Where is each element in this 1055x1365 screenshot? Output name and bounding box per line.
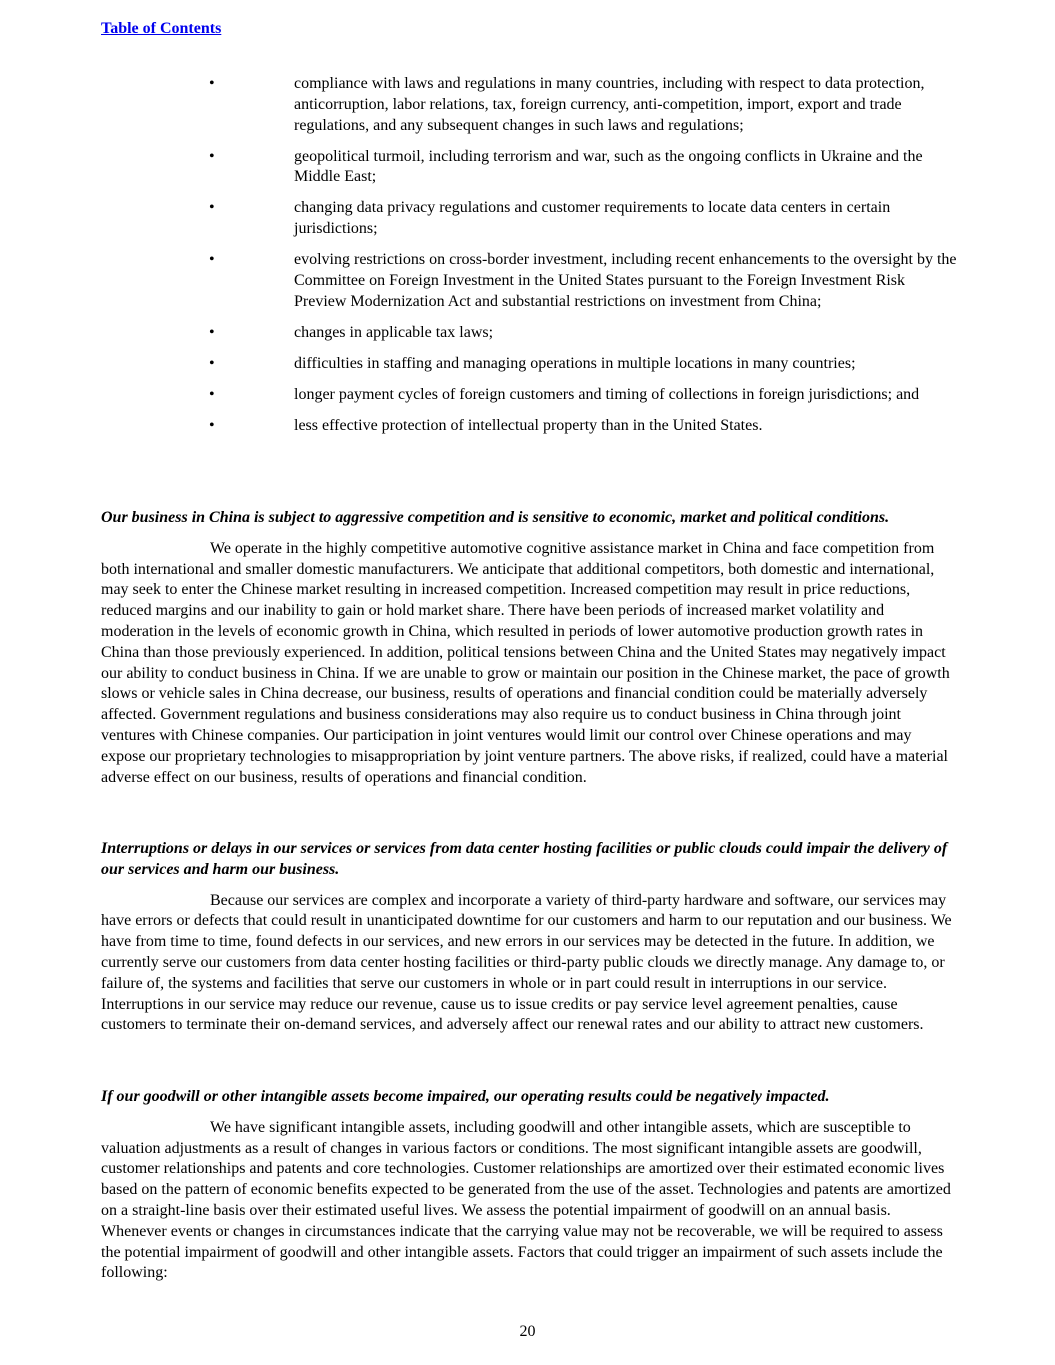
- bullet-text: difficulties in staffing and managing operations in multiple locations in many countries;: [294, 354, 856, 372]
- section-body: We operate in the highly competitive automotive cognitive assistance market in China and face competition from both international and smaller domestic manufacturers. We anticipate that additional competitors, both domestic and international, may seek to enter the Chinese market resulting in increased competition. Increased competition may result in price reductions, reduced margins and our inability to gain or hold market share. There have been periods of increased market volatility and moderation in the levels of economic growth in China, which resulted in periods of lower automotive production growth rates in China than those previously experienced. In addition, political tensions between China and the United States may negatively impact our ability to conduct business in China. If we are unable to grow or maintain our position in the Chinese market, the pace of growth slows or vehicle sales in China decrease, our business, results of operations and financial condition could be materially adversely affected. Government regulations and business considerations may also require us to conduct business in China through joint ventures with Chinese companies. Our participation in joint ventures would limit our control over Chinese operations and may expose our proprietary technologies to misappropriation by joint venture partners. The above risks, if realized, could have a material adverse effect on our business, results of operations and financial condition.: [101, 539, 950, 786]
- section-body: We have significant intangible assets, including goodwill and other intangible assets, which are susceptible to valuation adjustments as a result of changes in various factors or conditions. The most significant intangible assets are goodwill, customer relationships and patents and core technologies. Customer relationships are amortized over their estimated economic lives based on the pattern of economic benefits expected to be generated from the use of the asset. Technologies and patents are amortized on a straight-line basis over their estimated useful lives. We assess the potential impairment of goodwill on an annual basis. Whenever events or changes in circumstances indicate that the carrying value may not be recoverable, we will be required to assess the potential impairment of goodwill and other intangible assets. Factors that could trigger an impairment of such assets include the following:: [101, 1118, 951, 1282]
- bullet-text: less effective protection of intellectual property than in the United States.: [294, 416, 763, 434]
- bullet-item: [0, 147, 1055, 189]
- table-of-contents-link[interactable]: Table of Contents: [101, 20, 222, 37]
- bullet-marker: •: [209, 199, 215, 217]
- bullet-marker: •: [209, 75, 215, 92]
- section-heading: If our goodwill or other intangible assets become impaired, our operating results could be negatively impacted.: [101, 1088, 830, 1105]
- section-goodwill-impairment: [101, 1087, 959, 1284]
- bullet-text: geopolitical turmoil, including terrorism and war, such as the ongoing conflicts in Ukraine and the Middle East;: [294, 147, 923, 186]
- bullet-marker: •: [209, 147, 215, 165]
- bullet-text: compliance with laws and regulations in many countries, including with respect to data protection, anticorruption, labor relations, tax, foreign currency, anti-competition, import, export and trade regulations, and any subsequent changes in such laws and regulations;: [294, 75, 925, 134]
- bullet-item: [0, 74, 1055, 136]
- bullet-item: [0, 250, 1055, 312]
- bullet-item: [0, 354, 1055, 375]
- bullet-item: [0, 198, 1055, 240]
- section-china-competition: [101, 508, 959, 788]
- bullet-item: [0, 416, 1055, 437]
- bullet-marker: •: [209, 323, 215, 341]
- bullet-text: changes in applicable tax laws;: [294, 323, 494, 341]
- bullet-item: [0, 323, 1055, 344]
- section-heading: Our business in China is subject to aggressive competition and is sensitive to economic, market and political conditions.: [101, 509, 890, 526]
- bullet-item: [0, 385, 1055, 406]
- page-number: 20: [519, 1323, 536, 1340]
- risk-factor-bullet-list: [0, 74, 1055, 447]
- section-heading: Interruptions or delays in our services or services from data center hosting facilities or public clouds could impair the delivery of our services and harm our business.: [101, 840, 948, 878]
- bullet-marker: •: [209, 416, 215, 434]
- section-body: Because our services are complex and incorporate a variety of third-party hardware and software, our services may have errors or defects that could result in unanticipated downtime for our customers and harm to our reputation and our business. We have from time to time, found defects in our services, and new errors in our services may be detected in the future. In addition, we currently serve our customers from data center hosting facilities or third-party public clouds we directly manage. Any damage to, or failure of, the systems and facilities that serve our customers in whole or in part could result in interruptions in our service. Interruptions in our service may reduce our revenue, cause us to issue credits or pay service level agreement penalties, cause customers to terminate their on-demand services, and adversely affect our renewal rates and our ability to attract new customers.: [101, 891, 952, 1034]
- bullet-marker: •: [209, 251, 215, 269]
- bullet-text: longer payment cycles of foreign customers and timing of collections in foreign jurisdictions; and: [294, 385, 920, 403]
- bullet-marker: •: [209, 385, 215, 403]
- bullet-marker: •: [209, 354, 215, 372]
- section-service-interruptions: [101, 839, 959, 1036]
- bullet-text: changing data privacy regulations and customer requirements to locate data centers in certain jurisdictions;: [294, 199, 891, 238]
- bullet-text: evolving restrictions on cross-border investment, including recent enhancements to the oversight by the Committee on Foreign Investment in the United States pursuant to the Foreign Investment Risk Preview Modernization Act and substantial restrictions on investment from China;: [294, 251, 957, 310]
